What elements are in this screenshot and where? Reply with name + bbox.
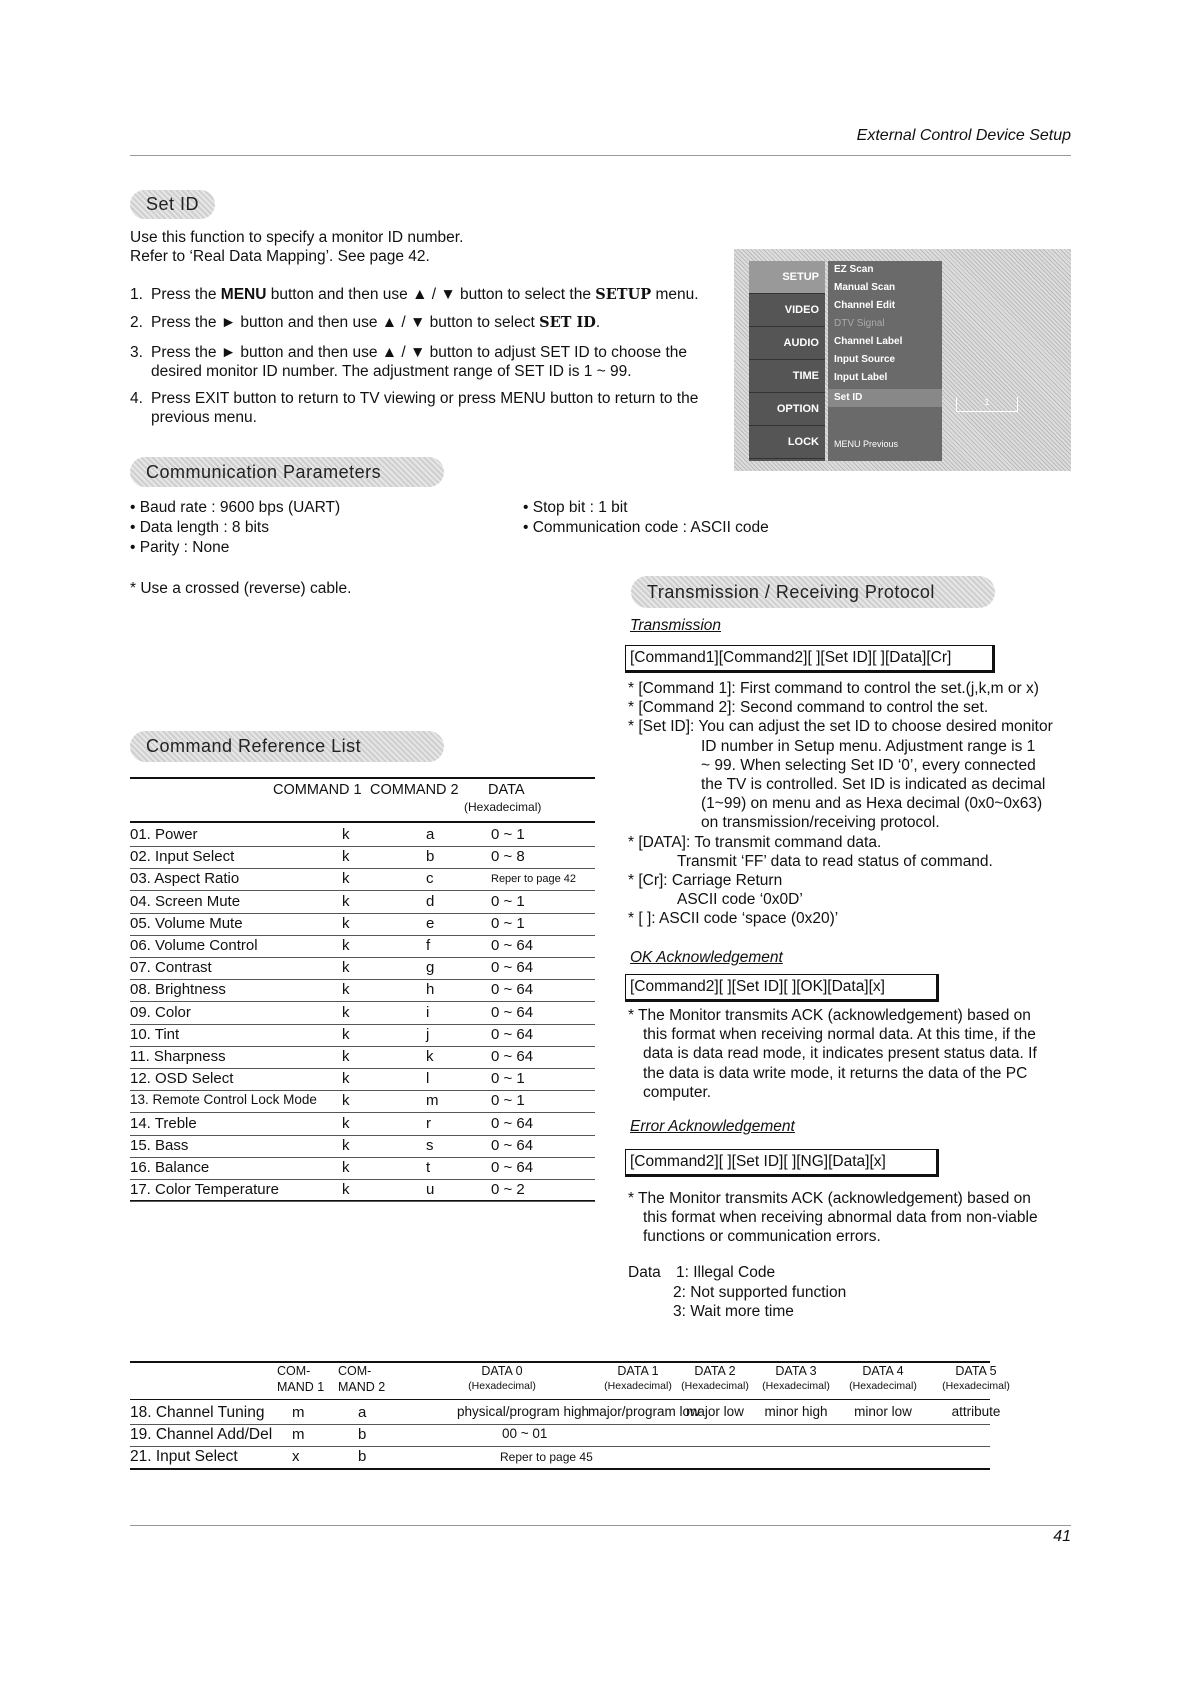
step-number: 4.	[130, 390, 143, 407]
transmission-note: * [Command 2]: Second command to control the set.	[628, 699, 989, 717]
command2: b	[426, 848, 435, 866]
osd-item: Input Label	[834, 372, 888, 383]
transmission-note: Transmit ‘FF’ data to read status of command.	[677, 852, 993, 870]
table2-header: COM-	[277, 1364, 311, 1378]
transmission-note: ASCII code ‘0x0D’	[677, 891, 803, 909]
command2: a	[426, 826, 435, 843]
set-id-heading: Set ID	[130, 190, 215, 219]
command-name: 05. Volume Mute	[130, 914, 243, 932]
command2: r	[426, 1114, 431, 1132]
table-row	[130, 1158, 595, 1180]
ok-ack-note: the data is data write mode, it returns the data of the PC	[643, 1064, 1028, 1082]
step-number: 3.	[130, 344, 143, 361]
command-name: 10. Tint	[130, 1025, 180, 1043]
table2-cell: major/program low	[588, 1404, 700, 1419]
table2-header: DATA 4	[862, 1364, 904, 1378]
data-code-item: 2: Not supported function	[673, 1283, 847, 1301]
step-text-part: Press the	[151, 286, 221, 303]
data-range: 0 ~ 1	[491, 1092, 525, 1110]
table2-header-sub: MAND 1	[277, 1380, 325, 1394]
transmission-format: [Command1][Command2][ ][Set ID][ ][Data][Cr]	[625, 645, 995, 673]
table-row	[130, 1114, 595, 1136]
data-range: 0 ~ 2	[491, 1181, 525, 1199]
table2-cell: 18. Channel Tuning	[130, 1404, 265, 1421]
command2: l	[426, 1070, 430, 1088]
command-name: 03. Aspect Ratio	[130, 870, 240, 888]
data-range: 0 ~ 1	[491, 892, 525, 910]
step-text-part: .	[595, 314, 601, 331]
footer-rule	[130, 1525, 1071, 1526]
table2-cell: physical/program high	[457, 1404, 590, 1419]
data-code-item: 3: Wait more time	[673, 1303, 794, 1320]
step-number: 1.	[130, 286, 143, 303]
intro-line: Refer to ‘Real Data Mapping’. See page 42.	[130, 248, 430, 265]
data-range: 0 ~ 1	[491, 1070, 525, 1088]
command2: e	[426, 914, 435, 932]
table-row	[130, 892, 595, 914]
table2-cell: x	[292, 1448, 300, 1465]
ok-ack-note: * The Monitor transmits ACK (acknowledgement) based on	[628, 1007, 1031, 1024]
data-range: 0 ~ 64	[491, 1048, 534, 1065]
table2-cell: attribute	[951, 1404, 1001, 1419]
protocol-heading: Transmission / Receiving Protocol	[631, 576, 995, 608]
error-ack-format: [Command2][ ][Set ID][ ][NG][Data][x]	[625, 1149, 939, 1177]
table2-header-sub: (Hexadecimal)	[849, 1380, 917, 1392]
osd-tab-setup: SETUP	[749, 261, 825, 294]
osd-left-menu	[749, 261, 825, 461]
data-label: Data	[628, 1264, 661, 1281]
command-name: 02. Input Select	[130, 848, 235, 866]
table2-header-sub: (Hexadecimal)	[942, 1380, 1010, 1392]
command1: k	[342, 826, 350, 843]
page-number: 41	[1053, 1528, 1071, 1545]
command2: k	[426, 1048, 434, 1065]
error-ack-note: * The Monitor transmits ACK (acknowledgement) based on	[628, 1190, 1031, 1207]
transmission-note: * [DATA]: To transmit command data.	[628, 833, 882, 851]
osd-right-menu	[828, 261, 942, 461]
table2-header: COM-	[338, 1364, 372, 1378]
table2-header-sub: (Hexadecimal)	[604, 1380, 672, 1392]
data-range: 0 ~ 64	[491, 1003, 534, 1021]
table-row	[130, 1091, 595, 1113]
table-row	[130, 1047, 595, 1069]
command1: k	[342, 892, 350, 910]
command-name: 12. OSD Select	[130, 1070, 234, 1088]
data-range: 0 ~ 1	[491, 914, 525, 932]
command1: k	[342, 1181, 350, 1199]
table2-header-sub: (Hexadecimal)	[681, 1380, 749, 1392]
section-header: External Control Device Setup	[856, 127, 1071, 144]
table2-header-sub: (Hexadecimal)	[468, 1380, 536, 1392]
table2-cell: 21. Input Select	[130, 1448, 238, 1465]
command2: i	[426, 1003, 430, 1021]
step-keyword: MENU	[220, 286, 267, 303]
data-range: 0 ~ 64	[491, 1159, 534, 1176]
osd-tab-video: VIDEO	[749, 294, 825, 327]
table-row	[130, 1003, 595, 1025]
osd-item: EZ Scan	[834, 264, 874, 275]
table2-cell: 19. Channel Add/Del	[130, 1426, 273, 1443]
table-row	[130, 1069, 595, 1091]
command-name: 11. Sharpness	[130, 1048, 226, 1065]
command-reference-table	[130, 777, 595, 1202]
table-row	[130, 1447, 990, 1468]
table2-cell: major low	[686, 1404, 744, 1419]
table2-header-sub: MAND 2	[338, 1380, 386, 1394]
transmission-note: * [Cr]: Carriage Return	[628, 872, 783, 889]
command2: s	[426, 1136, 434, 1154]
table2-cell: minor low	[854, 1404, 912, 1419]
intro-line: Use this function to specify a monitor ID number.	[130, 229, 464, 246]
table-row	[130, 936, 595, 958]
command2: j	[426, 1025, 430, 1043]
table2-cell: minor high	[764, 1404, 828, 1419]
osd-item: Input Source	[834, 354, 896, 365]
command1: k	[342, 1048, 350, 1065]
step-keyword: SET ID	[539, 314, 596, 331]
command-name: 13. Remote Control Lock Mode	[130, 1092, 317, 1108]
cable-note: * Use a crossed (reverse) cable.	[130, 580, 352, 597]
command1: k	[342, 981, 350, 999]
command-name: 16. Balance	[130, 1159, 210, 1176]
command-name: 01. Power	[130, 826, 198, 843]
table-row	[130, 1136, 595, 1158]
osd-item: Channel Label	[834, 336, 903, 347]
ok-ack-note: data is data read mode, it indicates present status data. If	[643, 1045, 1037, 1063]
comm-param: • Communication code : ASCII code	[523, 519, 769, 536]
command1: k	[342, 959, 350, 977]
command-name: 17. Color Temperature	[130, 1181, 279, 1199]
transmission-note: * [Set ID]: You can adjust the set ID to choose desired monitor	[628, 718, 1053, 736]
command2: u	[426, 1181, 435, 1199]
transmission-note: the TV is controlled. Set ID is indicated as decimal	[701, 776, 1046, 793]
command2: f	[426, 937, 431, 954]
error-ack-note: functions or communication errors.	[643, 1228, 881, 1246]
step-text: Press EXIT button to return to TV viewing or press MENU button to return to the	[151, 390, 699, 407]
command2: h	[426, 981, 435, 999]
data-range: 0 ~ 64	[491, 1114, 534, 1132]
transmission-note: ~ 99. When selecting Set ID ‘0’, every connected	[701, 756, 1036, 774]
col-command1: COMMAND 1	[273, 782, 362, 798]
communication-parameters-heading: Communication Parameters	[130, 457, 444, 487]
table-row	[130, 958, 595, 980]
command1: k	[342, 848, 350, 866]
table2-cell: Reper to page 45	[500, 1450, 593, 1464]
osd-menu-image	[734, 249, 1071, 471]
transmission-note: (1~99) on menu and as Hexa decimal (0x0~0x63)	[701, 795, 1043, 813]
osd-item: Channel Edit	[834, 300, 896, 311]
command-name: 15. Bass	[130, 1136, 189, 1154]
table2-header: DATA 0	[481, 1364, 523, 1378]
header-rule	[130, 155, 1071, 156]
command1: k	[342, 1003, 350, 1021]
transmission-label: Transmission	[630, 617, 722, 634]
osd-tab-lock: LOCK	[749, 426, 825, 459]
table-row	[130, 1403, 1001, 1425]
command-name: 07. Contrast	[130, 959, 212, 977]
osd-item: DTV Signal	[834, 318, 885, 329]
col-data-sub: (Hexadecimal)	[464, 800, 542, 814]
ok-ack-note: computer.	[643, 1083, 712, 1101]
table2-cell: b	[358, 1448, 367, 1465]
command2: d	[426, 892, 435, 910]
table2-cell: a	[358, 1404, 367, 1421]
data-range: 0 ~ 64	[491, 981, 534, 999]
comm-param: • Baud rate : 9600 bps (UART)	[130, 499, 341, 516]
command1: k	[342, 870, 350, 888]
command1: k	[342, 914, 350, 932]
step-text: previous menu.	[151, 409, 257, 426]
table2-header: DATA 5	[955, 1364, 997, 1378]
command1: k	[342, 937, 350, 954]
command1: k	[342, 1070, 350, 1088]
command1: k	[342, 1092, 350, 1110]
command-name: 06. Volume Control	[130, 937, 258, 954]
error-ack-label: Error Acknowledgement	[630, 1118, 795, 1135]
step-text: desired monitor ID number. The adjustment range of SET ID is 1 ~ 99.	[151, 363, 632, 380]
data-range: 0 ~ 1	[491, 826, 525, 843]
table-row	[130, 914, 595, 936]
table-row	[130, 1180, 595, 1202]
error-ack-note: this format when receiving abnormal data from non-viable	[643, 1209, 1038, 1227]
table2-cell: m	[292, 1404, 305, 1421]
data-range: 0 ~ 64	[491, 937, 534, 954]
table2-cell: 00 ~ 01	[502, 1426, 548, 1441]
table-row	[130, 847, 595, 869]
step-text-part: menu.	[651, 286, 699, 303]
step-text-part: Press the ► button and then use ▲ / ▼ button to select	[151, 314, 540, 331]
data-range: 0 ~ 64	[491, 959, 534, 977]
step-text	[151, 314, 600, 332]
osd-tab-audio: AUDIO	[749, 327, 825, 360]
command1: k	[342, 1025, 350, 1043]
transmission-note: ID number in Setup menu. Adjustment range is 1	[701, 737, 1036, 755]
data-range: 0 ~ 64	[491, 1136, 534, 1154]
command1: k	[342, 1136, 350, 1154]
extended-command-table	[130, 1361, 1010, 1470]
step-keyword: SETUP	[595, 286, 652, 303]
transmission-note: * [ ]: ASCII code ‘space (0x20)’	[628, 910, 839, 928]
step-number: 2.	[130, 314, 143, 331]
step-text-part: button and then use ▲ / ▼ button to select the	[266, 286, 596, 303]
table-row	[130, 980, 595, 1002]
data-range: 0 ~ 8	[491, 848, 525, 866]
step-text: Press the ► button and then use ▲ / ▼ button to adjust SET ID to choose the	[151, 344, 688, 361]
osd-footer: MENU Previous	[834, 439, 899, 449]
table-row	[130, 825, 595, 847]
command-name: 04. Screen Mute	[130, 892, 241, 910]
table2-header: DATA 3	[775, 1364, 817, 1378]
command2: g	[426, 959, 435, 977]
table2-header-sub: (Hexadecimal)	[762, 1380, 830, 1392]
comm-param: • Stop bit : 1 bit	[523, 499, 628, 516]
table2-cell: m	[292, 1426, 305, 1443]
table2-header: DATA 1	[617, 1364, 659, 1378]
osd-item: Set ID	[828, 389, 942, 407]
transmission-note: on transmission/receiving protocol.	[701, 814, 940, 832]
ok-ack-label: OK Acknowledgement	[630, 949, 783, 966]
command2: t	[426, 1159, 431, 1176]
osd-tab-time: TIME	[749, 360, 825, 393]
col-data: DATA	[488, 782, 525, 798]
ok-ack-format: [Command2][ ][Set ID][ ][OK][Data][x]	[625, 974, 939, 1002]
osd-item: Manual Scan	[834, 282, 896, 293]
comm-param: • Parity : None	[130, 539, 230, 556]
table-row	[130, 869, 595, 891]
step-text	[151, 286, 699, 304]
command-reference-heading: Command Reference List	[130, 731, 444, 762]
command1: k	[342, 1114, 350, 1132]
table-row	[130, 1025, 595, 1047]
comm-param: • Data length : 8 bits	[130, 519, 269, 536]
data-code-item: 1: Illegal Code	[676, 1264, 776, 1281]
osd-set-id-value: 1	[956, 397, 1018, 412]
command1: k	[342, 1159, 350, 1176]
data-range: 0 ~ 64	[491, 1025, 534, 1043]
transmission-note: * [Command 1]: First command to control the set.(j,k,m or x)	[628, 680, 1039, 697]
command-name: 09. Color	[130, 1003, 191, 1021]
command-name: 14. Treble	[130, 1114, 197, 1132]
table2-cell: b	[358, 1426, 367, 1443]
command2: m	[426, 1092, 439, 1110]
table-row	[130, 1425, 990, 1447]
osd-tab-option: OPTION	[749, 393, 825, 426]
command-name: 08. Brightness	[130, 981, 226, 999]
data-range: Reper to page 42	[491, 873, 577, 886]
table2-header: DATA 2	[694, 1364, 736, 1378]
ok-ack-note: this format when receiving normal data. At this time, if the	[643, 1026, 1036, 1044]
command2: c	[426, 870, 434, 888]
col-command2: COMMAND 2	[370, 782, 459, 798]
